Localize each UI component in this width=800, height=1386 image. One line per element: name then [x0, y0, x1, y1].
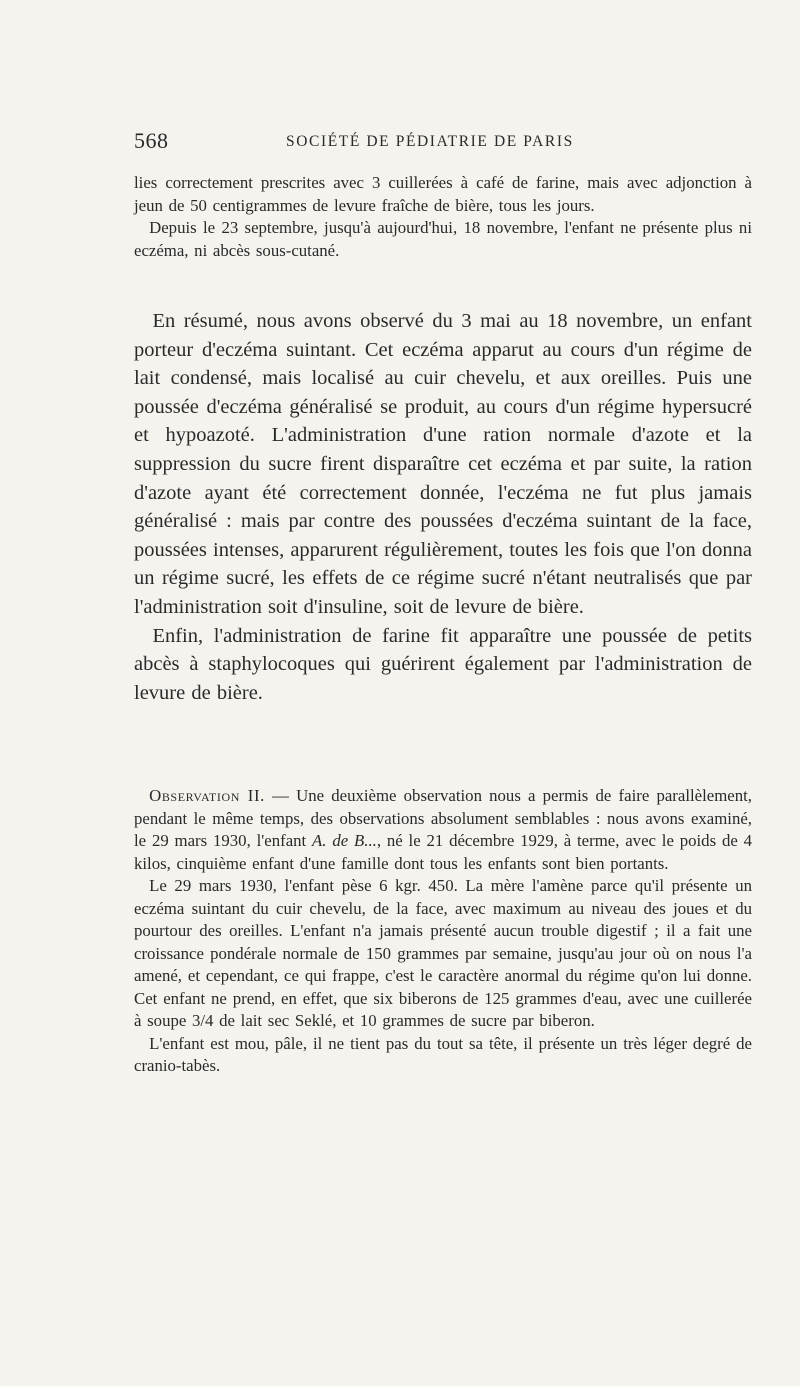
observation-label: Observation II. [149, 786, 265, 805]
summary-section [134, 307, 752, 707]
journal-title: SOCIÉTÉ DE PÉDIATRIE DE PARIS [286, 133, 574, 150]
continuation-section [134, 172, 752, 262]
running-header [134, 128, 754, 158]
observation-text-continued: , né le 21 décembre 1929, à terme, avec le poids de 4 kilos, cinquième enfant d'une famille dont tous les enfants sont bien portants. [134, 831, 753, 873]
paragraph: L'enfant est mou, pâle, il ne tient pas du tout sa tête, il présente un très léger degré de cranio-tabès. [134, 1033, 752, 1075]
observation-text: — Une deuxième observation nous a permis de faire parallèlement, pendant le même temps, des observations absolument semblables : nous avons examiné, le 29 mars 1930, l'enfant [134, 786, 752, 850]
paragraph: Depuis le 23 septembre, jusqu'à aujourd'hui, 18 novembre, l'enfant ne présente plus ni eczéma, ni abcès sous-cutané. [134, 218, 752, 260]
patient-name: A. de B... [312, 831, 377, 850]
paragraph: lies correctement prescrites avec 3 cuillerées à café de farine, mais avec adjonction à jeun de 50 centigrammes de levure fraîche de bière, tous les jours. [134, 173, 752, 215]
summary-paragraph: Enfin, l'administration de farine fit apparaître une poussée de petits abcès à staphylocoques qui guérirent également par l'administration de levure de bière. [134, 624, 752, 704]
page-number: 568 [134, 128, 169, 153]
paragraph: Le 29 mars 1930, l'enfant pèse 6 kgr. 450. La mère l'amène parce qu'il présente un eczéma suintant du cuir chevelu, de la face, avec maximum au niveau des joues et du pourtour des oreilles. L'enfant n'a jamais présenté aucun trouble digestif ; il a fait une croissance pondérale normale de 150 grammes par semaine, jusqu'au jour où on nous l'a amené, et cependant, ce qui frappe, c'est le caractère anormal du régime qu'on lui donne. Cet enfant ne prend, en effet, que six biberons de 125 grammes d'eau, avec une cuillerée à soupe 3/4 de lait sec Seklé, et 10 grammes de sucre par biberon. [134, 876, 752, 1030]
observation-section [134, 785, 752, 1078]
observation-paragraph [134, 785, 752, 875]
summary-paragraph: En résumé, nous avons observé du 3 mai au 18 novembre, un enfant porteur d'eczéma suintant. Cet eczéma apparut au cours d'un régime de lait condensé, mais localisé au cuir chevelu, et aux oreilles. Puis une poussée d'eczéma généralisé se produit, au cours d'un régime hypersucré et hypoazoté. L'administration d'une ration normale d'azote et la suppression du sucre firent disparaître cet eczéma et par suite, la ration d'azote ayant été correctement donnée, l'eczéma ne fut plus jamais généralisé : mais par contre des poussées d'eczéma suintant de la face, poussées intenses, apparurent régulièrement, toutes les fois que l'on donna un régime sucré, les effets de ce régime sucré n'étant neutralisés que par l'administration soit d'insuline, soit de levure de bière. [134, 310, 752, 618]
